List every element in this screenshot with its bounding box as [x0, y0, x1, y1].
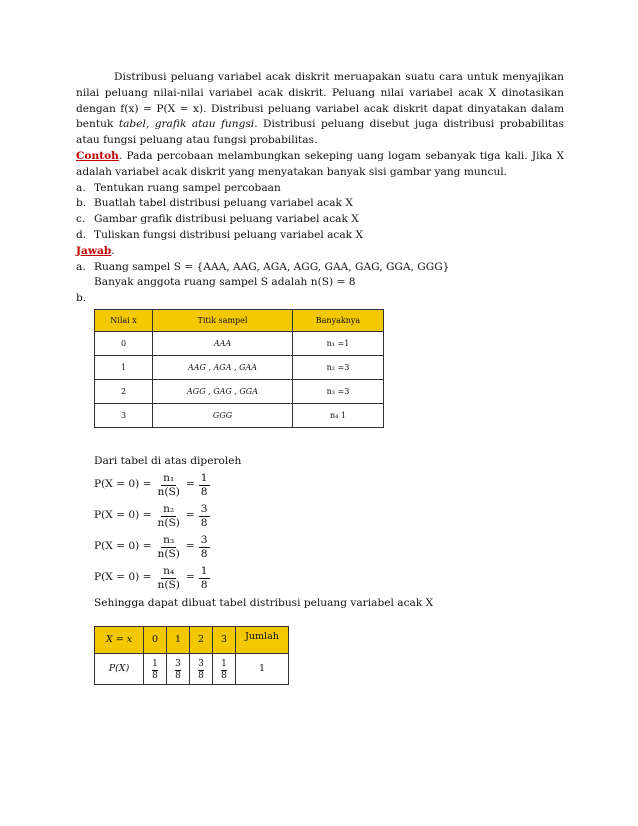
probability-fraction	[221, 659, 227, 682]
probability-equation: P(X = 0) = $\frac{\text{n₄}}{n(S)}$ = $\frac{1}{8}$	[94, 564, 208, 591]
table-header-cell: Banyaknya	[292, 309, 383, 331]
table-header-cell: 1	[167, 626, 190, 653]
equation-result	[199, 503, 210, 530]
fraction-numerator: 1	[200, 471, 208, 484]
equation-fraction	[156, 503, 182, 530]
fraction-denominator: 8	[200, 485, 208, 498]
sample-table	[94, 309, 384, 428]
fraction-numerator: n₂	[163, 502, 175, 515]
fraction-denominator: 8	[200, 547, 208, 560]
example-label: Contoh	[76, 149, 119, 162]
fraction-denominator: n(S)	[157, 547, 180, 560]
table-cell: 1	[236, 653, 289, 684]
list-item	[76, 212, 564, 228]
table-header-cell: 2	[190, 626, 213, 653]
table-row	[95, 403, 384, 427]
probability-fraction	[175, 659, 181, 682]
table-cell: 0	[95, 331, 153, 355]
example-text: . Pada percobaan melambungkan sekeping uang logam sebanyak tiga kali. Jika X adalah variabel acak diskrit yang menyatakan banyak sisi gambar yang muncul.	[76, 149, 564, 178]
table-cell: n₁ =1	[292, 331, 383, 355]
table-cell: AAG , AGA , GAA	[153, 355, 293, 379]
table-cell: 2	[95, 379, 153, 403]
fraction-numerator: 1	[200, 564, 208, 577]
fraction-denominator: 8	[200, 516, 208, 529]
answer-label: Jawab	[76, 244, 112, 257]
table-header-row	[95, 626, 289, 653]
list-item-text: Tentukan ruang sampel percobaan	[94, 181, 281, 194]
intro-paragraph	[76, 70, 564, 149]
table-cell: n₂ =3	[292, 355, 383, 379]
table-row	[95, 331, 384, 355]
fraction-numerator: 1	[221, 658, 227, 669]
intro-text: Distribusi peluang variabel acak diskrit meruapakan suatu cara untuk menyajikan nilai peluang nilai-nilai variabel acak diskrit. Peluang nilai variabel acak X dinotasikan dengan f(x) = P(X = x). Distribusi peluang variabel acak diskrit dapat dinyatakan dalam bentuk	[76, 71, 564, 131]
fraction-denominator: 8	[221, 670, 227, 681]
list-item-text: Gambar grafik distribusi peluang variabel acak X	[94, 213, 359, 226]
derivation-intro: Dari tabel di atas diperoleh	[94, 454, 242, 467]
table-cell: GGG	[153, 403, 293, 427]
list-item	[76, 228, 564, 244]
answer-b-label: b.	[76, 292, 87, 305]
table-cell	[144, 653, 167, 684]
table-header-cell: 0	[144, 626, 167, 653]
table-cell: AAA	[153, 331, 293, 355]
equation-lhs: P(X = 0) =	[94, 540, 152, 553]
sample-count-line: Banyak anggota ruang sampel S adalah n(S) = 8	[94, 276, 356, 289]
fraction-numerator: 3	[200, 502, 208, 515]
example-paragraph	[76, 149, 564, 181]
derivation-conclusion: Sehingga dapat dibuat tabel distribusi peluang variabel acak X	[94, 596, 434, 609]
list-item-label: b.	[76, 197, 87, 210]
table-cell	[167, 653, 190, 684]
example-list	[76, 181, 564, 244]
table-cell	[190, 653, 213, 684]
table-row	[95, 355, 384, 379]
table-cell: n₄ 1	[292, 403, 383, 427]
table-row	[95, 379, 384, 403]
equation-result	[199, 565, 210, 592]
fraction-denominator: n(S)	[157, 485, 180, 498]
equation-fraction	[156, 534, 182, 561]
equation-fraction	[156, 472, 182, 499]
answer-heading: Jawab.	[76, 244, 115, 257]
table-cell: 1	[95, 355, 153, 379]
table-cell: 3	[95, 403, 153, 427]
table-cell: n₃ =3	[292, 379, 383, 403]
table-cell	[213, 653, 236, 684]
fraction-numerator: 3	[175, 658, 181, 669]
list-item	[76, 196, 564, 212]
table-header-cell: Titik sampel	[153, 309, 293, 331]
list-item-label: d.	[76, 228, 87, 241]
answer-a	[76, 260, 564, 292]
fraction-denominator: 8	[152, 670, 158, 681]
table-header-cell: 3	[213, 626, 236, 653]
fraction-denominator: 8	[175, 670, 181, 681]
table-header-cell: Nilai x	[95, 309, 153, 331]
table-row	[95, 653, 289, 684]
list-item	[76, 181, 564, 197]
equation-result	[199, 472, 210, 499]
equation-lhs: P(X = 0) =	[94, 571, 152, 584]
fraction-numerator: 3	[200, 533, 208, 546]
fraction-numerator: 1	[152, 658, 158, 669]
list-item-label: c.	[76, 213, 86, 226]
equation-lhs: P(X = 0) =	[94, 509, 152, 522]
fraction-numerator: n₄	[163, 564, 175, 577]
answer-a-label: a.	[76, 260, 86, 273]
table-cell: P(X)	[95, 653, 144, 684]
list-item-text: Tuliskan fungsi distribusi peluang variabel acak X	[94, 228, 363, 241]
list-item-text: Buatlah tabel distribusi peluang variabel acak X	[94, 197, 353, 210]
equation-result	[199, 534, 210, 561]
table-header-row	[95, 309, 384, 331]
probability-fraction	[198, 659, 204, 682]
probability-equation: P(X = 0) = $\frac{\text{n₂}}{n(S)}$ = $\frac{3}{8}$	[94, 502, 208, 529]
distribution-table	[94, 626, 289, 685]
sample-space-line: Ruang sampel S = {AAA, AAG, AGA, AGG, GAA, GAG, GGA, GGG}	[94, 260, 450, 273]
equation-lhs: P(X = 0) =	[94, 478, 152, 491]
intro-text-end: . Distribusi peluang disebut juga distribusi probabilitas atau fungsi peluang atau fungsi probabilitas.	[76, 118, 564, 147]
intro-forms: tabel, grafik atau fungsi	[118, 118, 255, 131]
probability-fraction	[152, 659, 158, 682]
equation-fraction	[156, 565, 182, 592]
probability-equation: P(X = 0) = $\frac{\text{n₁}}{n(S)}$ = $\frac{1}{8}$	[94, 471, 208, 498]
list-item-label: a.	[76, 181, 86, 194]
fraction-denominator: 8	[200, 578, 208, 591]
fraction-denominator: 8	[198, 670, 204, 681]
fraction-numerator: n₁	[163, 471, 175, 484]
table-cell: AGG , GAG , GGA	[153, 379, 293, 403]
table-header-cell: X = x	[95, 626, 144, 653]
probability-equation: P(X = 0) = $\frac{\text{n₃}}{n(S)}$ = $\frac{3}{8}$	[94, 533, 208, 560]
table-header-cell: Jumlah	[236, 626, 289, 653]
fraction-numerator: n₃	[163, 533, 175, 546]
fraction-denominator: n(S)	[157, 516, 180, 529]
fraction-denominator: n(S)	[157, 578, 180, 591]
fraction-numerator: 3	[198, 658, 204, 669]
document-page	[76, 70, 564, 685]
